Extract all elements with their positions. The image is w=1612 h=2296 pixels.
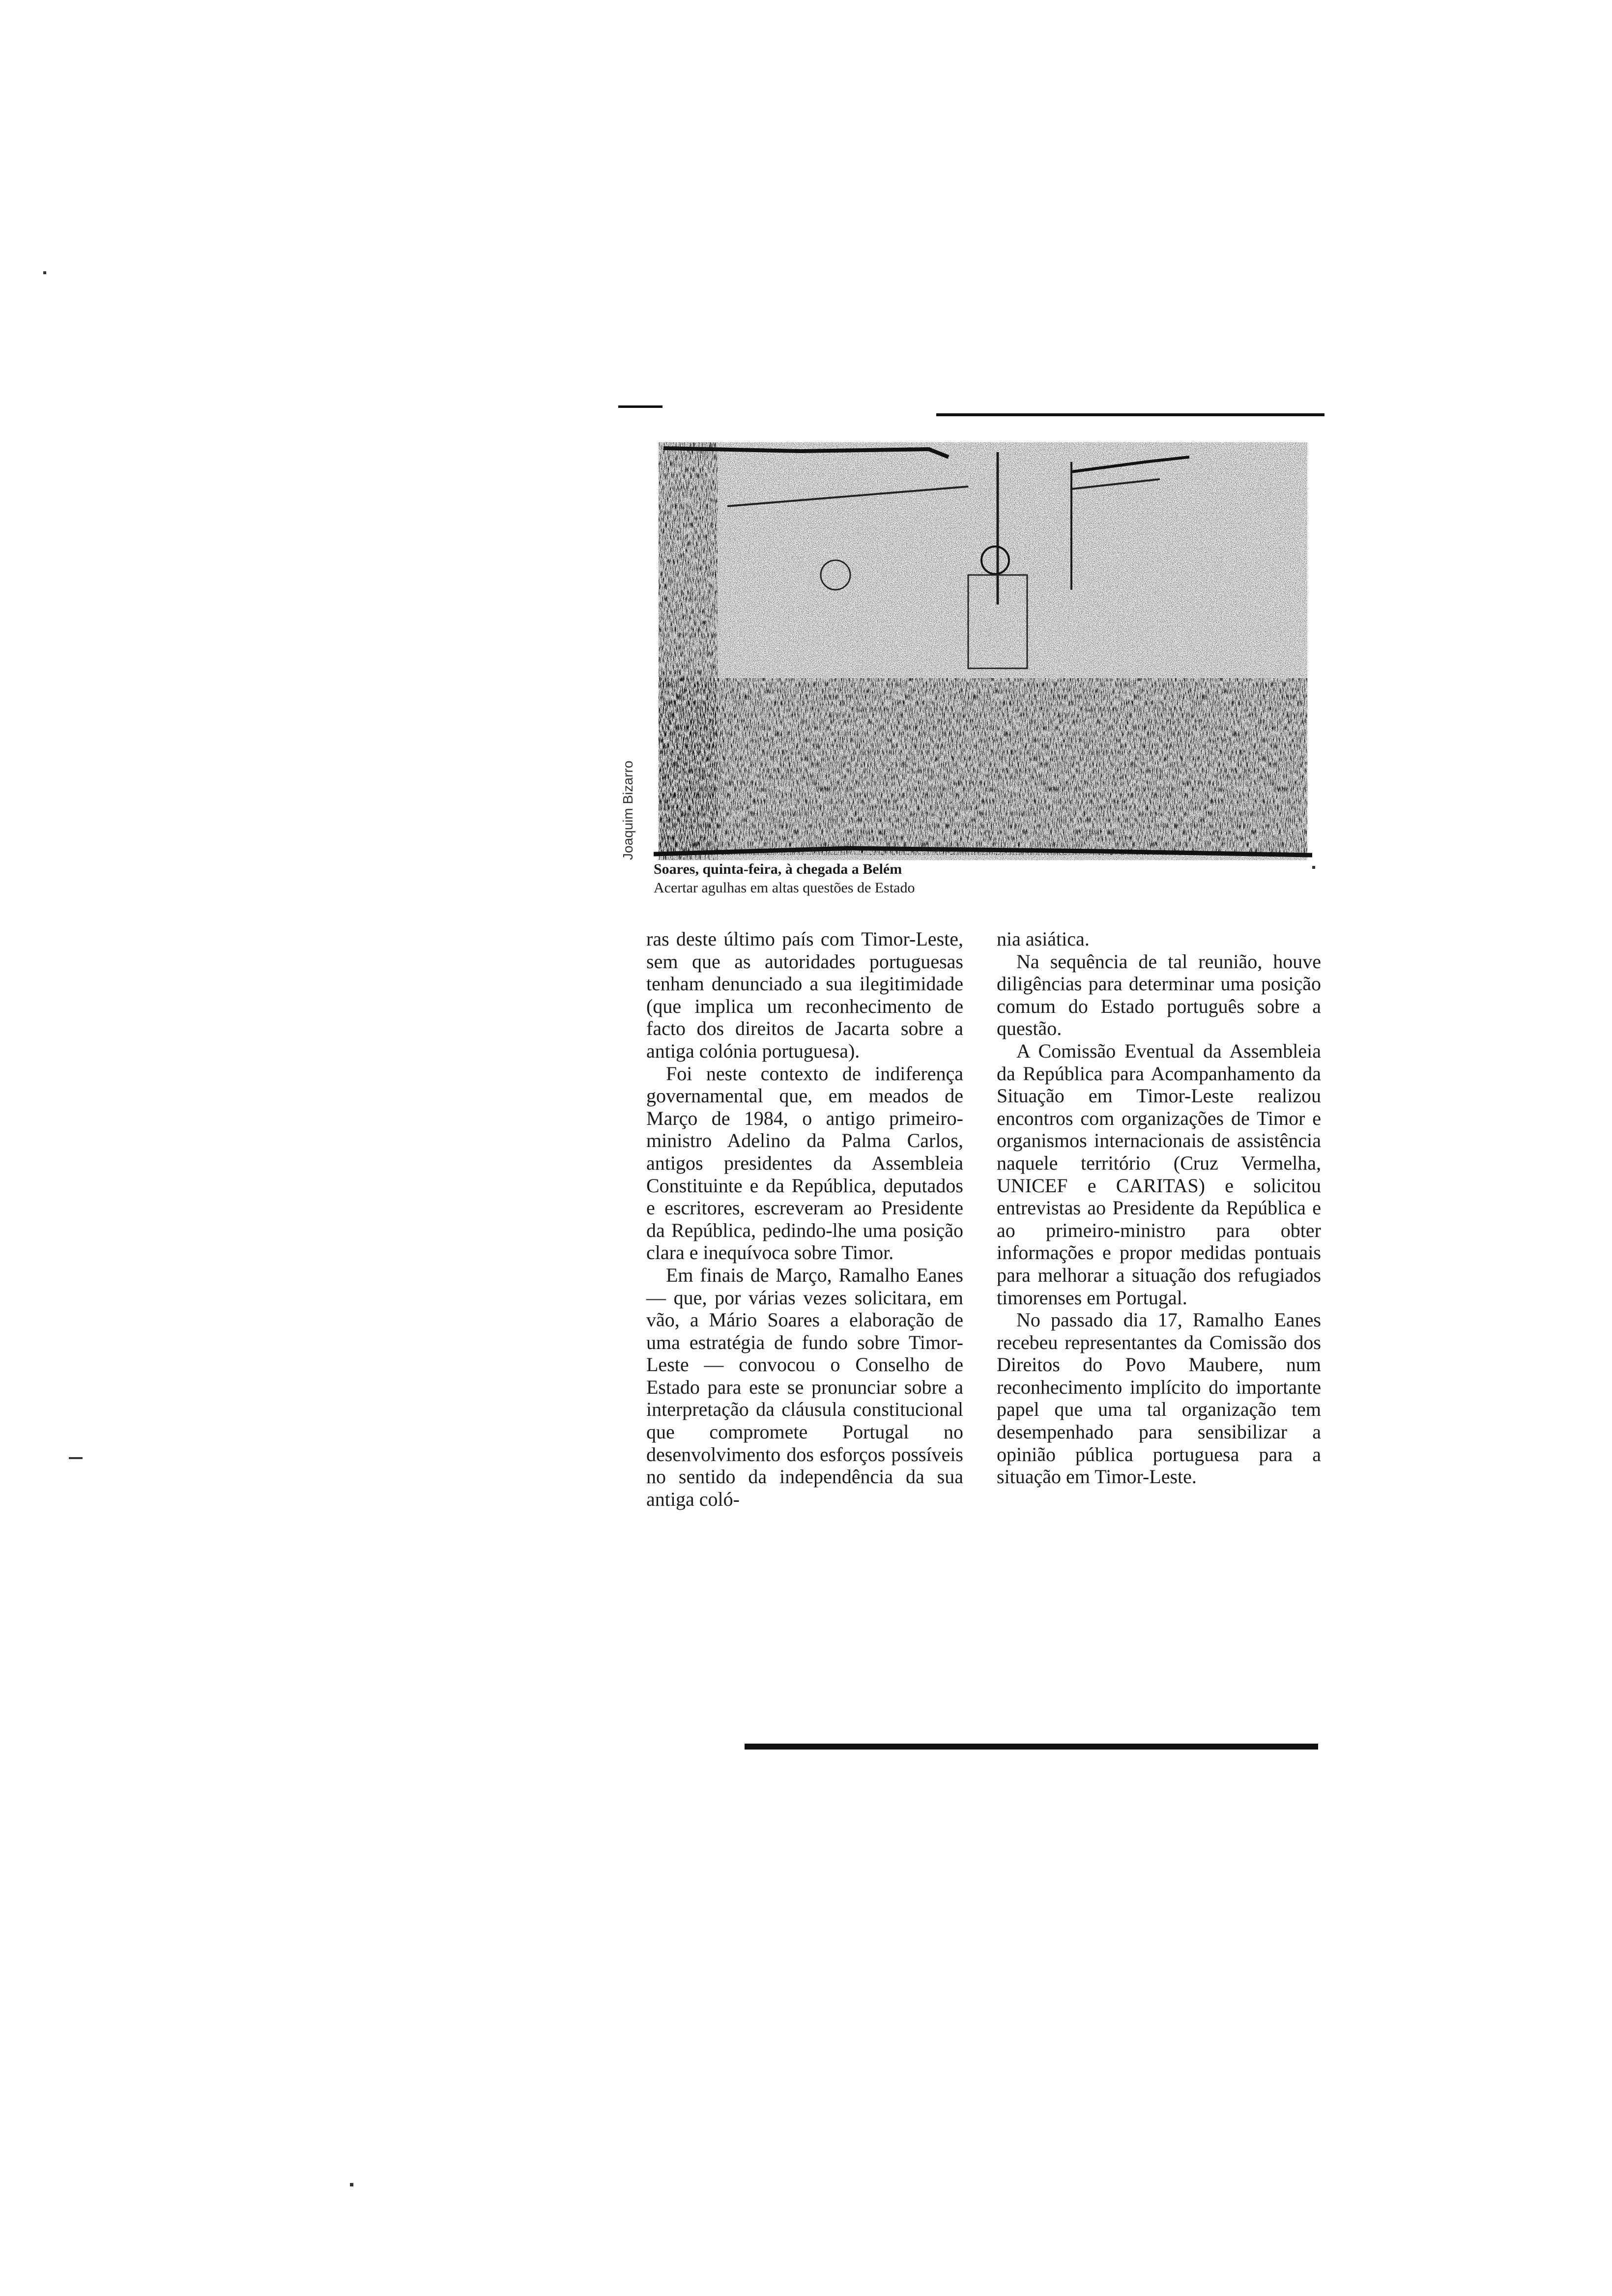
paragraph: No passado dia 17, Ramalho Eanes recebeu representantes da Comissão dos Direitos do Povo Maubere, num reconhecimento implícito do importante papel que uma tal organização tem desempenhado para sensibilizar a opinião pública portuguesa para a situação em Timor-Leste. bbox=[997, 1309, 1321, 1488]
top-rule-long bbox=[936, 413, 1324, 416]
photo-image bbox=[654, 442, 1312, 860]
scan-speck bbox=[69, 1457, 83, 1459]
bottom-rule bbox=[745, 1744, 1318, 1750]
paragraph: Na sequência de tal reunião, houve diligências para determinar uma posição comum do Estado português sobre a questão. bbox=[997, 950, 1321, 1040]
paragraph: Foi neste contexto de indiferença governamental que, em meados de Março de 1984, o antigo primeiro-ministro Adelino da Palma Carlos, antigos presidentes da Assembleia Constituinte e da República, deputados e escritores, escreveram ao Presidente da República, pedindo-lhe uma posição clara e inequívoca sobre Timor. bbox=[646, 1062, 963, 1264]
paragraph: Em finais de Março, Ramalho Eanes — que, por várias vezes solicitara, em vão, a Mário Soares a elaboração de uma estratégia de fundo sobre Timor-Leste — convocou o Conselho de Estado para este se pronunciar sobre a interpretação da cláusula constitucional que compromete Portugal no desenvolvimento dos esforços possíveis no sentido da independência da sua antiga coló- bbox=[646, 1263, 963, 1510]
paragraph: A Comissão Eventual da Assembleia da República para Acompanhamento da Situação em Timor-Leste realizou encontros com organizações de Timor e organismos internacionais de assistência naquele território (Cruz Vermelha, UNICEF e CARITAS) e solicitou entrevistas ao Presidente da República e ao primeiro-ministro para obter informações e propor medidas pontuais para melhorar a situação dos refugiados timorenses em Portugal. bbox=[997, 1039, 1321, 1309]
photo-credit: Joaquim Bizarro bbox=[620, 760, 635, 860]
scan-speck bbox=[1312, 866, 1315, 869]
caption-line-1: Soares, quinta-feira, à chegada a Belém bbox=[654, 861, 902, 877]
paragraph: ras deste último país com Timor-Leste, sem que as autoridades portuguesas tenham denunciado a sua ilegitimidade (que implica um reconhecimento de facto dos direitos de Jacarta sobre a antiga colónia portuguesa). bbox=[646, 928, 963, 1062]
caption-line-2: Acertar agulhas em altas questões de Estado bbox=[654, 880, 915, 896]
article-column-left bbox=[646, 928, 963, 1510]
news-photo bbox=[654, 442, 1312, 860]
article-column-right bbox=[997, 928, 1321, 1488]
scan-speck bbox=[43, 271, 46, 274]
top-rule-short bbox=[618, 405, 662, 408]
scan-speck bbox=[350, 2183, 353, 2186]
photo-caption bbox=[654, 860, 1096, 897]
paragraph: nia asiática. bbox=[997, 928, 1090, 950]
